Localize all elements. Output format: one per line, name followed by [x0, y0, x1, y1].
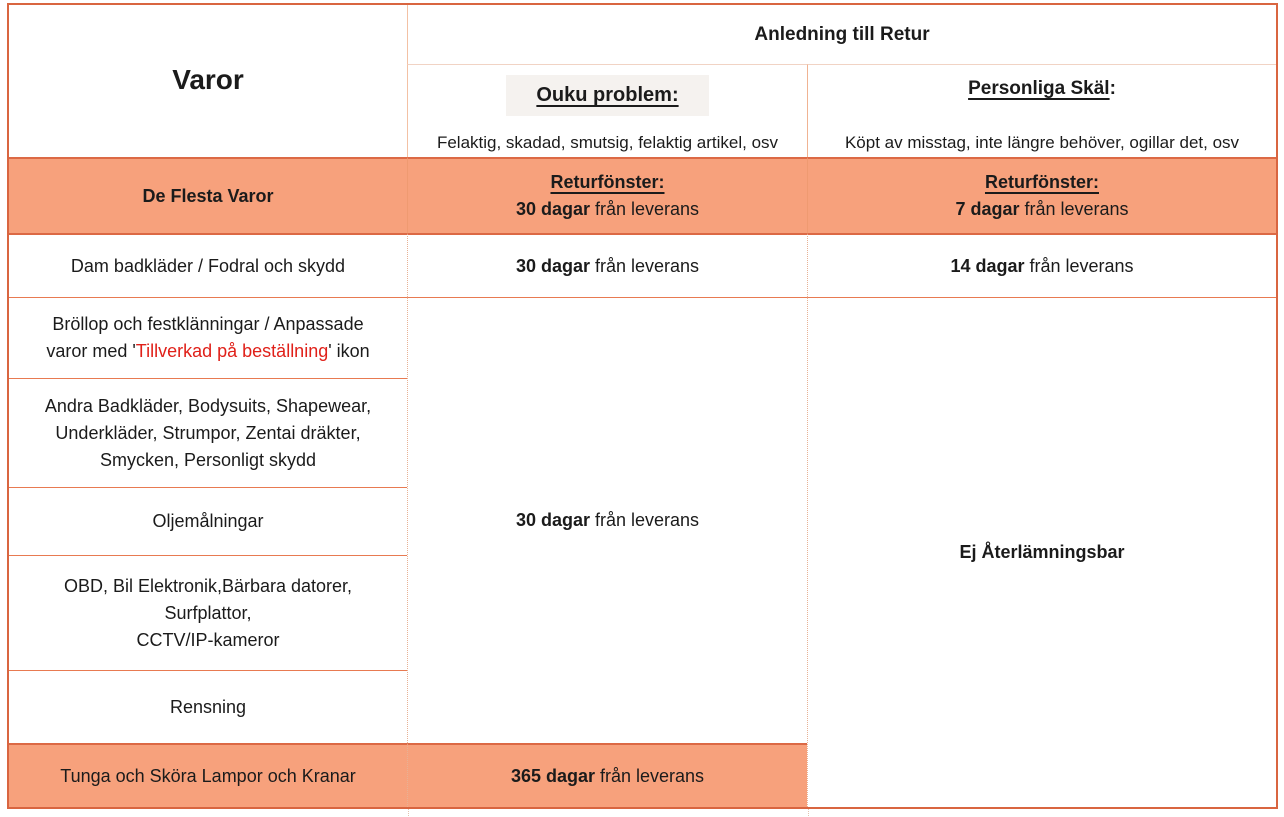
- tunga-rest: från leverans: [595, 765, 705, 786]
- cell-obd: [9, 555, 407, 670]
- cell-most-ouku-window: [407, 157, 807, 233]
- cell-brollop: [9, 297, 407, 378]
- brollop-line2-post: ' ikon: [328, 341, 370, 361]
- brollop-made-to-order-text: Tillverkad på beställning: [135, 341, 329, 361]
- cell-andra-badklader: [9, 378, 407, 487]
- divider-line: [808, 809, 809, 817]
- cell-rensning: Rensning: [9, 670, 407, 743]
- merged-ouku-rest: från leverans: [589, 510, 700, 530]
- brollop-line1: Bröllop och festklänningar / Anpassade: [52, 314, 364, 334]
- obd-line3: CCTV/IP-kameror: [136, 629, 280, 650]
- most-personal-window-title: Returfönster:: [984, 172, 1099, 192]
- most-ouku-days: 30 dagar: [515, 199, 590, 219]
- partial-next-row: [7, 809, 1278, 817]
- ouku-title: [408, 75, 807, 116]
- andra-line1: Andra Badkläder, Bodysuits, Shapewear,: [44, 395, 372, 416]
- cell-most-personal-window: [807, 157, 1276, 233]
- personliga-title: [808, 75, 1276, 102]
- cell-ej-aterlamningsbar: [807, 297, 1276, 807]
- dam-personal-days: 14 dagar: [950, 255, 1025, 276]
- ouku-title-text: Ouku problem:: [506, 75, 708, 116]
- varor-title: Varor: [172, 63, 244, 95]
- row-brollop: [9, 297, 1276, 378]
- cell-de-flesta-varor: De Flesta Varor: [9, 157, 407, 233]
- obd-line1: OBD, Bil Elektronik,Bärbara datorer,: [63, 575, 353, 596]
- row-dam-badklader: [9, 233, 1276, 297]
- cell-oljemalningar: Oljemålningar: [9, 487, 407, 555]
- most-ouku-window-title: Returfönster:: [550, 172, 665, 192]
- andra-line3: Smycken, Personligt skydd: [99, 449, 317, 470]
- brollop-line2-pre: varor med ': [46, 341, 136, 361]
- most-personal-rest: från leverans: [1019, 199, 1129, 219]
- ej-aterlamningsbar-text: Ej Återlämningsbar: [959, 542, 1125, 562]
- tunga-days: 365 dagar: [510, 765, 595, 786]
- obd-line2: Surfplattor,: [164, 602, 252, 623]
- personliga-desc: Köpt av misstag, inte längre behöver, ogillar det, osv: [844, 133, 1240, 152]
- cell-dam-ouku: [407, 233, 807, 297]
- header-varor-cell: [9, 5, 407, 157]
- personliga-colon: :: [1109, 78, 1116, 99]
- header-personliga-cell: [807, 64, 1276, 157]
- dam-ouku-days: 30 dagar: [515, 255, 590, 276]
- cell-tunga-ouku: [407, 743, 807, 807]
- most-ouku-rest: från leverans: [589, 199, 700, 219]
- row-de-flesta-varor: [9, 157, 1276, 233]
- cell-merged-ouku-30-dagar: [407, 297, 807, 743]
- header-row-top: [9, 5, 1276, 64]
- dam-personal-rest: från leverans: [1024, 255, 1134, 276]
- brollop-line2: [9, 338, 407, 365]
- header-ouku-cell: [407, 64, 807, 157]
- merged-ouku-days: 30 dagar: [515, 510, 590, 530]
- andra-line2: Underkläder, Strumpor, Zentai dräkter,: [55, 422, 361, 443]
- most-personal-days: 7 dagar: [955, 199, 1020, 219]
- anledning-title: Anledning till Retur: [754, 24, 930, 45]
- cell-dam-badklader: Dam badkläder / Fodral och skydd: [9, 233, 407, 297]
- dam-ouku-rest: från leverans: [589, 255, 700, 276]
- header-anledning-cell: [407, 5, 1276, 64]
- cell-tunga: Tunga och Sköra Lampor och Kranar: [9, 743, 407, 807]
- ouku-desc: Felaktig, skadad, smutsig, felaktig artikel, osv: [436, 133, 779, 152]
- divider-line: [408, 809, 409, 817]
- cell-dam-personal: [807, 233, 1276, 297]
- returns-policy-table: [7, 3, 1278, 809]
- personliga-title-text: Personliga Skäl: [968, 78, 1110, 99]
